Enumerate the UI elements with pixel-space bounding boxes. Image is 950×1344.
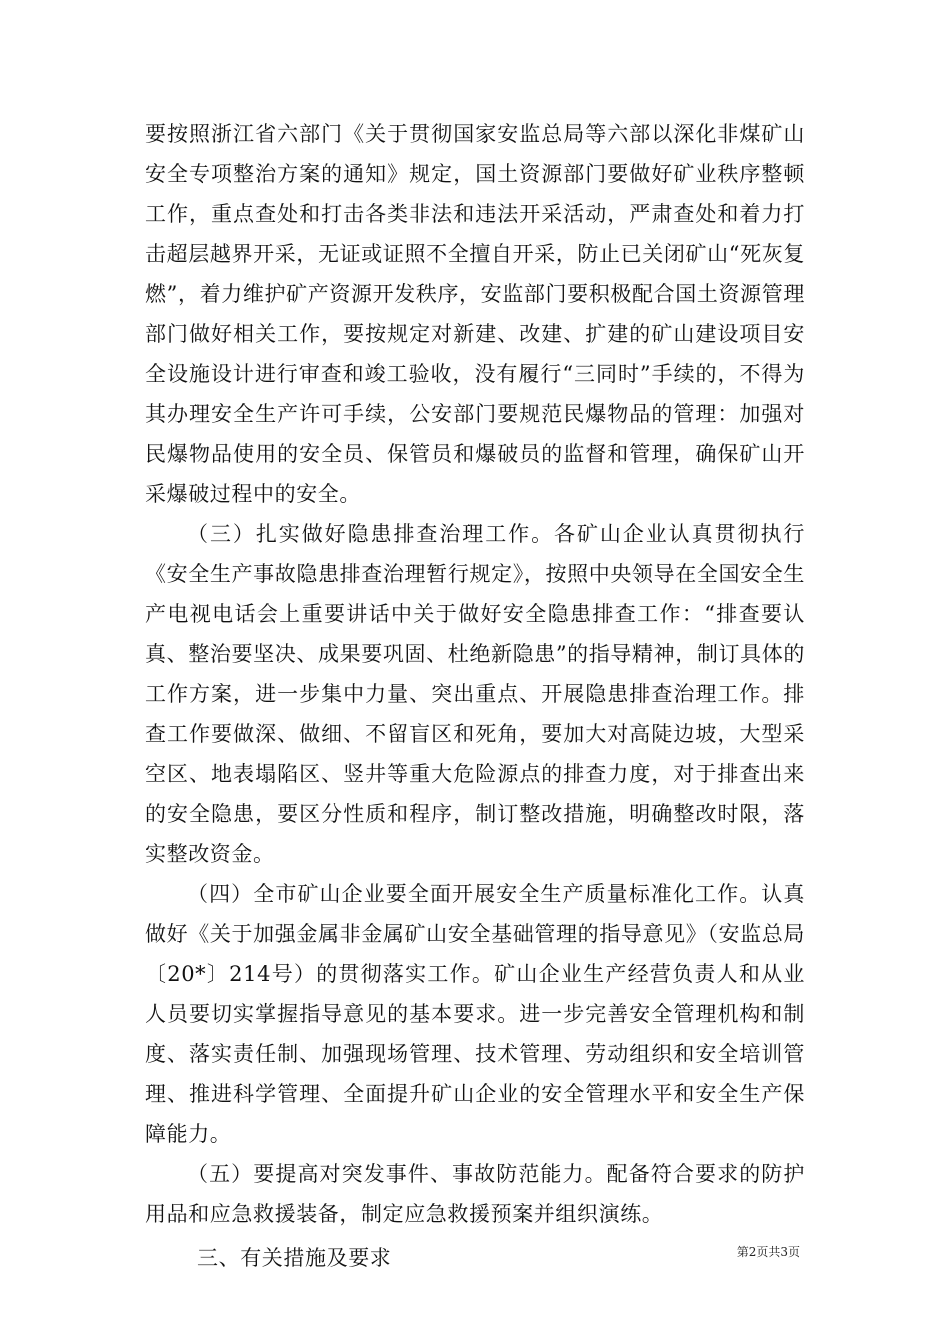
page-number-footer: 第2页共3页 bbox=[736, 1245, 800, 1259]
paragraph-quality-standardization: （四）全市矿山企业要全面开展安全生产质量标准化工作。认真做好《关于加强金属非金属矿山安全基础管理的指导意见》（安监总局〔20*〕214号）的贯彻落实工作。矿山企业生产经营负责人和从业人员要切实掌握指导意见的基本要求。进一步完善安全管理机构和制度、落实责任制、加强现场管理、技术管理、劳动组织和安全培训管理、推进科学管理、全面提升矿山企业的安全管理水平和安全生产保障能力。 bbox=[145, 882, 805, 1146]
paragraph-hazard-inspection: （三）扎实做好隐患排查治理工作。各矿山企业认真贯彻执行《安全生产事故隐患排查治理暂行规定》，按照中央领导在全国安全生产电视电话会上重要讲话中关于做好安全隐患排查工作：“排查要认真、整治要坚决、成果要巩固、杜绝新隐患”的指导精神，制订具体的工作方案，进一步集中力量、突出重点、开展隐患排查治理工作。排查工作要做深、做细、不留盲区和死角，要加大对高陡边坡，大型采空区、地表塌陷区、竖井等重大危险源点的排查力度，对于排查出来的安全隐患，要区分性质和程序，制订整改措施，明确整改时限，落实整改资金。 bbox=[145, 522, 805, 866]
paragraph-emergency-prevention: （五）要提高对突发事件、事故防范能力。配备符合要求的防护用品和应急救援装备，制定应急救援预案并组织演练。 bbox=[145, 1162, 805, 1226]
section-heading: 三、有关措施及要求 bbox=[197, 1246, 392, 1270]
document-body bbox=[145, 114, 805, 1278]
paragraph-continuation: 要按照浙江省六部门《关于贯彻国家安监总局等六部以深化非煤矿山安全专项整治方案的通知》规定，国土资源部门要做好矿业秩序整顿工作，重点查处和打击各类非法和违法开采活动，严肃查处和着力打击超层越界开采，无证或证照不全擅自开采，防止已关闭矿山“死灰复燃”，着力维护矿产资源开发秩序，安监部门要积极配合国土资源管理部门做好相关工作，要按规定对新建、改建、扩建的矿山建设项目安全设施设计进行审查和竣工验收，没有履行“三同时”手续的，不得为其办理安全生产许可手续，公安部门要规范民爆物品的管理：加强对民爆物品使用的安全员、保管员和爆破员的监督和管理，确保矿山开采爆破过程中的安全。 bbox=[145, 122, 805, 506]
